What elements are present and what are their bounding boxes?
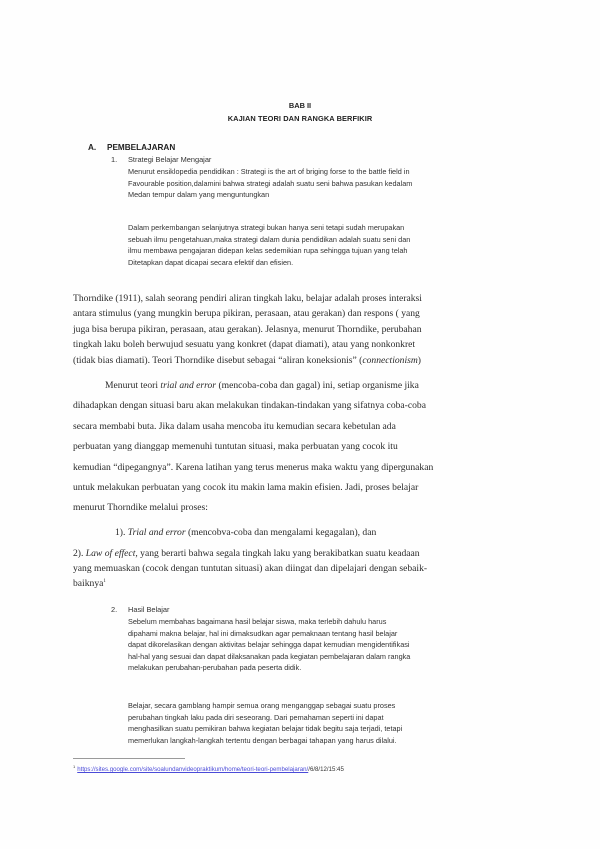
text-line: Belajar, secara gamblang hampir semua orang menganggap sebagai suatu proses xyxy=(128,701,396,710)
text-span: baiknya xyxy=(73,578,104,589)
list-item-law-of-effect xyxy=(73,546,541,591)
text-line: Sebelum membahas bagaimana hasil belajar siswa, maka terlebih dahulu harus xyxy=(128,617,387,626)
subsection-number: 1. xyxy=(111,155,118,164)
subsection-number: 2. xyxy=(111,605,118,614)
paragraph-strategy-development xyxy=(128,222,540,268)
section-title: PEMBELAJARAN xyxy=(107,143,176,152)
italic-term: Law of effect, xyxy=(85,548,138,559)
chapter-title: KAJIAN TEORI DAN RANGKA BERFIKIR xyxy=(227,114,373,123)
paragraph-strategy-definition xyxy=(128,166,540,201)
paragraph-learning-outcome xyxy=(128,616,540,674)
text-line: memerlukan langkah-langkah tertentu dengan berbagai tahapan yang harus dilalui. xyxy=(128,735,397,745)
text-line: dipahami makna belajar, hal ini dimaksudkan agar pemaknaan tentang hasil belajar xyxy=(128,628,398,638)
text-span: Menurut teori xyxy=(105,380,161,391)
text-line: kemudian “dipegangnya”. Karena latihan yang terus menerus maka waktu yang dipergunakan xyxy=(73,461,434,473)
text-line xyxy=(73,353,541,368)
italic-term: trial and error xyxy=(160,380,217,391)
text-line: Ditetapkan dapat dicapai secara efektif dan efisien. xyxy=(128,257,294,267)
footnote-mark: 1 xyxy=(73,764,76,769)
subsection-title: Hasil Belajar xyxy=(128,605,170,614)
footnote-link[interactable]: https://sites.google.com/site/soalundanvideopraktikum/home/teori-teori-pembelajaran/ xyxy=(77,766,309,774)
text-line: melakukan perubahan-perubahan pada peserta didik. xyxy=(128,663,302,673)
text-line: tingkah laku boleh berwujud sesuatu yang konkret (dapat diamati), atau yang nonkonkret xyxy=(73,339,416,351)
text-line: antara stimulus (yang mungkin berupa pikiran, perasaan, atau gerakan) dan respons ( yang xyxy=(73,308,420,320)
paragraph-thorndike xyxy=(73,291,541,368)
footnote-suffix: /6/8/12/15:45 xyxy=(308,766,344,774)
footnote-reference[interactable]: 1 xyxy=(103,578,106,584)
subsection-heading-1 xyxy=(111,155,212,164)
text-line: Thorndike (1911), salah seorang pendiri aliran tingkah laku, belajar adalah proses interaksi xyxy=(73,293,422,304)
italic-term: Trial and error xyxy=(127,527,186,538)
list-item-trial-and-error xyxy=(115,527,376,538)
text-line: Favourable position,dalamini bahwa strategi adalah suatu seni bahwa pasukan kedalam xyxy=(128,178,413,188)
text-line: perbuatan yang dianggap memenuhi tuntutan situasi, maka perbuatan yang cocok itu xyxy=(73,441,398,453)
text-line: ilmu membawa pengajaran didepan kelas sedemikian rupa sehingga tujuan yang telah xyxy=(128,246,408,256)
text-line: untuk melakukan perbuatan yang cocok itu makin lama makin efisien. Jadi, proses belajar xyxy=(73,482,419,494)
text-span: (mencoba-coba dan gagal) ini, setiap organisme jika xyxy=(216,380,419,391)
text-line: menurut Thorndike melalui proses: xyxy=(73,502,208,514)
list-number: 2). xyxy=(73,548,84,559)
text-span: (tidak bias diamati). Teori Thorndike disebut sebagai “aliran koneksionis” ( xyxy=(73,354,363,366)
text-line: sebuah ilmu pengetahuan,maka strategi dalam dunia pendidikan adalah suatu seni dan xyxy=(128,234,411,244)
text-line: Dalam perkembangan selanjutnya strategi bukan hanya seni tetapi sudah merupakan xyxy=(128,223,405,232)
chapter-label: BAB II xyxy=(288,101,312,110)
text-span: ) xyxy=(417,354,421,366)
text-line: hal-hal yang sesuai dan dapat dilaksanakan pada kegiatan pembelajaran dalam rangka xyxy=(128,651,411,661)
section-number: A. xyxy=(88,143,97,152)
paragraph-trial-and-error xyxy=(73,376,541,519)
text-line: Menurut ensiklopedia pendidikan : Strategi is the art of briging forse to the battle field in xyxy=(128,167,410,176)
text-line: yang memuaskan (cocok dengan tuntutan situasi) akan diingat dan dipelajari dengan sebaik- xyxy=(73,563,428,574)
italic-term: connectionism xyxy=(362,354,418,366)
text-span: yang berarti bahwa segala tingkah laku yang berakibatkan suatu keadaan xyxy=(137,548,420,559)
text-line xyxy=(73,576,541,591)
subsection-title: Strategi Belajar Mengajar xyxy=(128,155,212,164)
paragraph-learning-definition xyxy=(128,700,540,746)
text-line xyxy=(73,546,541,561)
text-line: menghasilkan suatu pemikiran bahwa kegiatan belajar tidak begitu saja terjadi, tetapi xyxy=(128,724,403,734)
text-line: Medan tempur dalam yang menguntungkan xyxy=(128,190,270,200)
text-line: secara membabi buta. Jika dalam usaha mencoba itu kemudian secara kebetulan ada xyxy=(73,420,396,432)
subsection-heading-2 xyxy=(111,605,170,614)
footnote xyxy=(73,764,344,773)
list-number: 1). xyxy=(115,527,126,538)
text-line xyxy=(73,376,541,396)
text-line: juga bisa berupa pikiran, perasaan, atau gerakan). Jelasnya, menurut Thorndike, perubahan xyxy=(73,323,422,335)
section-heading-a xyxy=(88,143,175,152)
text-line: dapat dikorelasikan dengan aktivitas belajar sehingga dapat kemudian mengidentifikasi xyxy=(128,640,410,650)
text-line: perubahan tingkah laku pada diri seseorang. Dari pemahaman seperti ini dapat xyxy=(128,712,384,722)
text-span: (mencobva-coba dan mengalami kegagalan), dan xyxy=(185,527,377,538)
footnote-separator xyxy=(73,758,185,759)
text-line: dihadapkan dengan situasi baru akan melakukan tindakan-tindakan yang sifatnya coba-coba xyxy=(73,400,426,412)
